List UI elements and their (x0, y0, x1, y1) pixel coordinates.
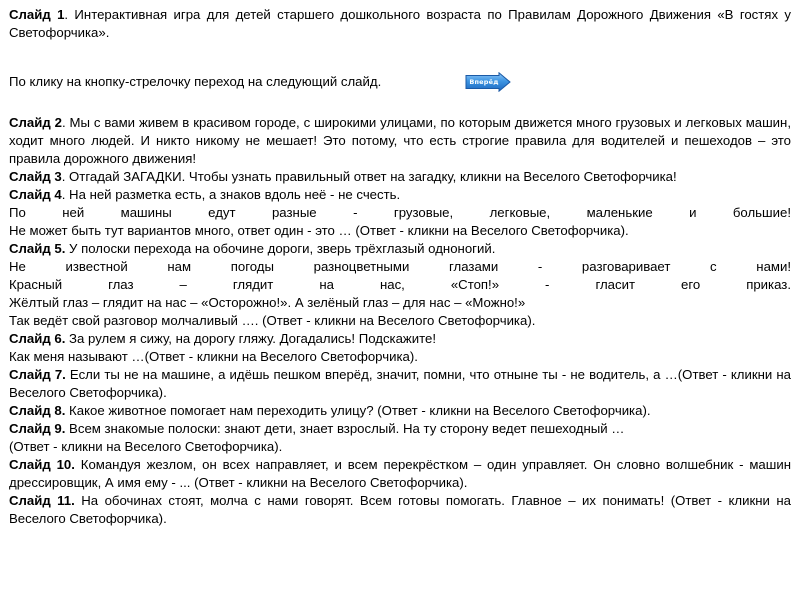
slide-9-line-2: (Ответ - кликни на Веселого Светофорчика). (9, 439, 283, 454)
slide-11-text: На обочинах стоят, молча с нами говорят. Всем готовы помогать. Главное – их понимать! (Ответ - кликни на Веселого Светофорчика). (9, 493, 791, 526)
slide-5-line-5: Так ведёт свой разговор молчаливый …. (Ответ - кликни на Веселого Светофорчика). (9, 313, 536, 328)
slide-4-line-1 (9, 186, 791, 204)
spacer (9, 42, 791, 71)
slide-3-text: . Отгадай ЗАГАДКИ. Чтобы узнать правильный ответ на загадку, кликни на Веселого Светофорчика! (61, 169, 677, 184)
slide-2-text: . Мы с вами живем в красивом городе, с широкими улицами, по которым движется много грузовых и легковых машин, ходит много людей. И никто никому не мешает! Это потому, что есть строгие правила для водителей и пешеходов – это правила дорожного движения! (9, 115, 791, 166)
slide-8-label: Слайд 8. (9, 403, 66, 418)
instruction-text: По клику на кнопку-стрелочку переход на следующий слайд. (9, 74, 382, 89)
slide-5-line-3: Красный глаз – глядит на нас, «Стоп!» - гласит его приказ. (9, 277, 791, 292)
slide-4-line-2: По ней машины едут разные - грузовые, легковые, маленькие и большие! (9, 205, 791, 220)
slide-8-text: Какое животное помогает нам переходить улицу? (Ответ - кликни на Веселого Светофорчика). (65, 403, 651, 418)
slide-2-label: Слайд 2 (9, 115, 62, 130)
slide-10-text: Командуя жезлом, он всех направляет, и всем перекрёстком – один управляет. Он словно волшебник - машин дрессировщик, А имя ему - ... (Ответ - кликни на Веселого Светофорчика). (9, 457, 791, 490)
slide-11-label: Слайд 11. (9, 493, 75, 508)
slide-3-paragraph (9, 168, 791, 186)
next-button-label: Вперёд (469, 78, 499, 86)
slide-4-label: Слайд 4 (9, 187, 62, 202)
slide-3-label: Слайд 3 (9, 169, 62, 184)
slide-9-text-1: Всем знакомые полоски: знают дети, знает взрослый. На ту сторону ведет пешеходный … (65, 421, 625, 436)
slide-1-label: Слайд 1 (9, 7, 65, 22)
slide-6-line-2: Как меня называют …(Ответ - кликни на Веселого Светофорчика). (9, 349, 418, 364)
next-arrow-button[interactable] (465, 72, 511, 92)
slide-7-paragraph (9, 366, 791, 402)
slide-1-paragraph (9, 6, 791, 42)
slide-8-paragraph (9, 402, 791, 420)
slide-5-line-4: Жёлтый глаз – глядит на нас – «Осторожно!». А зелёный глаз – для нас – «Можно!» (9, 295, 526, 310)
slide-6-label: Слайд 6. (9, 331, 66, 346)
slide-6-text-1: За рулем я сижу, на дорогу гляжу. Догадались! Подскажите! (65, 331, 437, 346)
slide-6-line-1 (9, 330, 791, 348)
slide-7-text: Если ты не на машине, а идёшь пешком вперёд, значит, помни, что отныне ты - не водитель, а …(Ответ - кликни на Веселого Светофорчика). (9, 367, 791, 400)
slide-2-paragraph (9, 114, 791, 168)
slide-5-line-2: Не известной нам погоды разноцветными глазами - разговаривает с нами! (9, 259, 791, 274)
slide-9-label: Слайд 9. (9, 421, 66, 436)
slide-5-label: Слайд 5. (9, 241, 66, 256)
slide-11-paragraph (9, 492, 791, 528)
slide-10-label: Слайд 10. (9, 457, 75, 472)
slide-1-text: . Интерактивная игра для детей старшего дошкольного возраста по Правилам Дорожного Движения «В гостях у Светофорчика». (9, 7, 791, 40)
slide-7-label: Слайд 7. (9, 367, 66, 382)
slide-9-line-1 (9, 420, 791, 438)
slide-5-text-1: У полоски перехода на обочине дороги, зверь трёхглазый одноногий. (65, 241, 496, 256)
slide-4-line-3: Не может быть тут вариантов много, ответ один - это … (Ответ - кликни на Веселого Светофорчика). (9, 223, 629, 238)
instruction-row (9, 71, 791, 93)
slide-10-paragraph (9, 456, 791, 492)
slide-5-line-1 (9, 240, 791, 258)
slide-4-text-1: . На ней разметка есть, а знаков вдоль неё - не счесть. (61, 187, 401, 202)
spacer (9, 93, 791, 114)
